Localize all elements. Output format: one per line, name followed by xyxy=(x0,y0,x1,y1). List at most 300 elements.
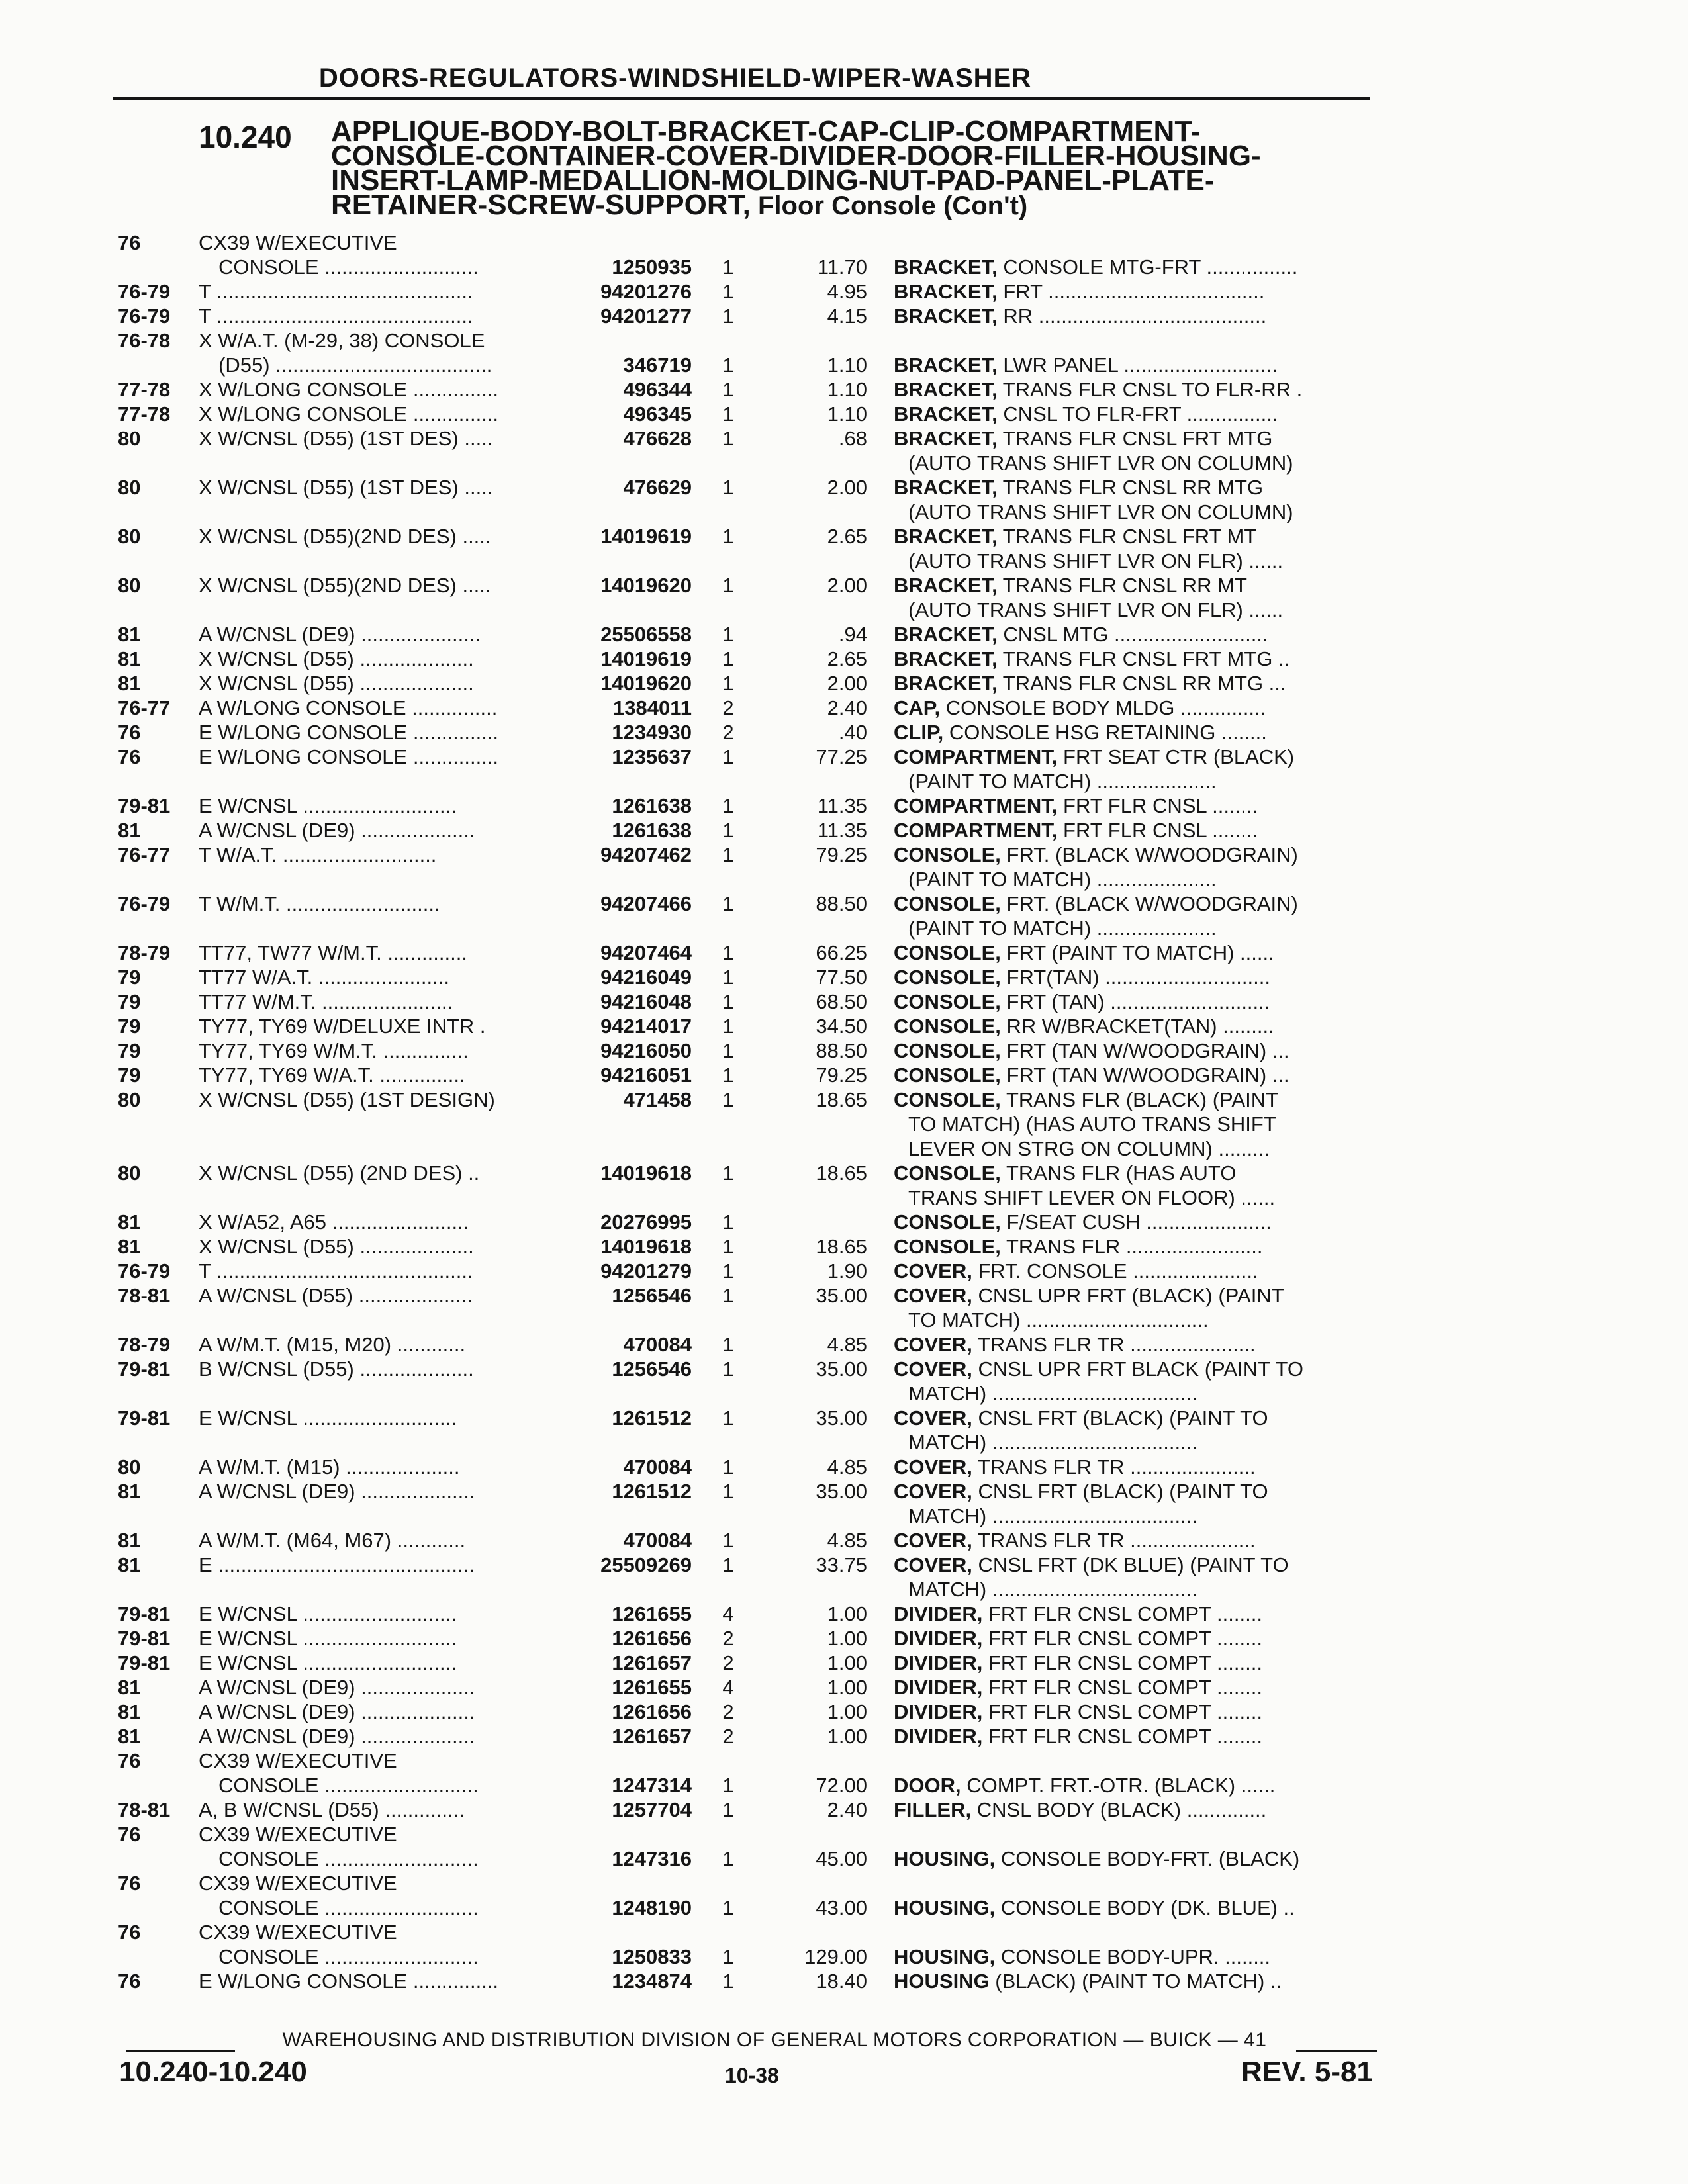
part-name-detail: CNSL FRT (DK BLUE) (PAINT TO xyxy=(972,1553,1289,1576)
part-name xyxy=(894,1014,1377,1038)
price: 79.25 xyxy=(816,843,867,866)
parts-row xyxy=(0,1087,1688,1161)
part-name xyxy=(894,1675,1377,1700)
quantity: 1 xyxy=(722,574,734,597)
model-description: X W/CNSL (D55) (1ST DES) ..... xyxy=(199,427,493,450)
parts-row-line xyxy=(0,1210,1688,1234)
part-name xyxy=(894,1332,1377,1357)
part-name xyxy=(894,842,1377,867)
model-year: 80 xyxy=(118,1088,141,1111)
footer-page-number: 10-38 xyxy=(725,2064,779,2087)
quantity: 2 xyxy=(722,1651,734,1674)
parts-row-line xyxy=(0,1504,1688,1528)
part-name xyxy=(894,1944,1377,1969)
part-number: 1261638 xyxy=(612,794,692,817)
quantity: 1 xyxy=(722,966,734,989)
parts-row-line xyxy=(0,1087,1688,1112)
model-year: 79-81 xyxy=(118,1602,171,1625)
parts-row xyxy=(0,279,1688,304)
quantity: 1 xyxy=(722,794,734,817)
part-name-detail: (BLACK) (PAINT TO MATCH) .. xyxy=(989,1970,1282,1993)
part-number: 1261656 xyxy=(612,1700,692,1723)
model-year: 76-78 xyxy=(118,329,171,352)
part-name-detail: FRT FLR CNSL COMPT ........ xyxy=(982,1700,1262,1723)
part-name-detail: MATCH) .................................... xyxy=(908,1382,1197,1405)
parts-row xyxy=(0,402,1688,426)
model-description: E ............................................. xyxy=(199,1553,475,1576)
model-year: 78-79 xyxy=(118,941,171,964)
part-name-detail: TRANS FLR CNSL FRT MTG xyxy=(997,427,1273,450)
parts-row xyxy=(0,989,1688,1014)
price: 4.15 xyxy=(827,304,867,328)
part-name xyxy=(894,1161,1377,1185)
model-description: A W/M.T. (M15) .................... xyxy=(199,1455,460,1479)
price: 1.10 xyxy=(827,378,867,401)
quantity: 1 xyxy=(722,819,734,842)
page-title: DOORS-REGULATORS-WINDSHIELD-WIPER-WASHER xyxy=(318,64,1032,93)
model-description: X W/A52, A65 ........................ xyxy=(199,1210,469,1234)
part-name-bold: BRACKET, xyxy=(894,255,998,279)
parts-row xyxy=(0,794,1688,818)
parts-row-line xyxy=(0,1455,1688,1479)
parts-row-line xyxy=(0,1161,1688,1185)
part-name-bold: BRACKET, xyxy=(894,647,998,670)
model-year: 81 xyxy=(118,623,141,646)
parts-row-line xyxy=(0,255,1688,279)
quantity: 1 xyxy=(722,1259,734,1283)
price: 1.00 xyxy=(827,1676,867,1699)
parts-row-line xyxy=(0,549,1688,573)
model-year: 78-81 xyxy=(118,1284,171,1307)
part-name-bold: DIVIDER, xyxy=(894,1700,983,1723)
part-name xyxy=(894,1087,1377,1112)
part-name xyxy=(894,1773,1377,1797)
price: .40 xyxy=(838,721,867,744)
footer-section: 10.240-10.240 xyxy=(119,2056,307,2088)
price: 1.10 xyxy=(827,402,867,426)
parts-row-line xyxy=(0,1602,1688,1626)
parts-row xyxy=(0,1259,1688,1283)
part-name-bold: BRACKET, xyxy=(894,672,998,695)
part-name xyxy=(894,671,1377,696)
price: 4.85 xyxy=(827,1529,867,1552)
part-name-detail: MATCH) .................................... xyxy=(908,1504,1197,1527)
model-year: 81 xyxy=(118,1553,141,1576)
part-name-detail: CONSOLE BODY-UPR. ........ xyxy=(995,1945,1271,1968)
model-year: 76-79 xyxy=(118,280,171,303)
parts-row-line xyxy=(0,818,1688,842)
parts-row xyxy=(0,1700,1688,1724)
quantity: 1 xyxy=(722,1847,734,1870)
quantity: 1 xyxy=(722,672,734,695)
parts-row-line xyxy=(0,1283,1688,1308)
part-name xyxy=(894,1969,1377,1993)
part-name-detail: TO MATCH) (HAS AUTO TRANS SHIFT xyxy=(908,1113,1276,1136)
model-year: 80 xyxy=(118,427,141,450)
quantity: 1 xyxy=(722,476,734,499)
part-number: 94216048 xyxy=(600,990,692,1013)
parts-row-line xyxy=(0,745,1688,769)
model-description: A W/CNSL (D55) .................... xyxy=(199,1284,473,1307)
model-year: 76 xyxy=(118,231,141,254)
model-description: TT77 W/A.T. ....................... xyxy=(199,966,449,989)
quantity: 1 xyxy=(722,353,734,377)
model-year: 80 xyxy=(118,1455,141,1479)
parts-row-line xyxy=(0,647,1688,671)
parts-row-line xyxy=(0,1063,1688,1087)
parts-row-line xyxy=(0,524,1688,549)
part-number: 14019619 xyxy=(600,647,692,670)
parts-row xyxy=(0,377,1688,402)
part-name-bold: CONSOLE, xyxy=(894,1210,1001,1234)
model-description: TT77 W/M.T. ....................... xyxy=(199,990,453,1013)
parts-row xyxy=(0,1063,1688,1087)
price: 45.00 xyxy=(816,1847,867,1870)
part-number: 1235637 xyxy=(612,745,692,768)
part-number: 94207462 xyxy=(600,843,692,866)
parts-row xyxy=(0,230,1688,279)
parts-row xyxy=(0,1234,1688,1259)
model-description: X W/CNSL (D55)(2ND DES) ..... xyxy=(199,574,491,597)
parts-row-line xyxy=(0,891,1688,916)
parts-row-line xyxy=(0,940,1688,965)
part-name-bold: COVER, xyxy=(894,1480,972,1503)
price: 77.50 xyxy=(816,966,867,989)
parts-row xyxy=(0,1553,1688,1602)
model-description: CX39 W/EXECUTIVE xyxy=(199,1872,397,1895)
part-name-detail: CONSOLE BODY-FRT. (BLACK) xyxy=(995,1847,1300,1870)
part-name xyxy=(894,377,1377,402)
parts-row-line xyxy=(0,451,1688,475)
part-name-detail: TO MATCH) ................................ xyxy=(908,1308,1209,1332)
part-name-bold: COMPARTMENT, xyxy=(894,745,1058,768)
part-number: 1250833 xyxy=(612,1945,692,1968)
part-number: 470084 xyxy=(623,1529,692,1552)
model-year: 79 xyxy=(118,1064,141,1087)
model-description: E W/LONG CONSOLE ............... xyxy=(199,745,499,768)
part-name-detail: FRT(TAN) ............................. xyxy=(1000,966,1270,989)
part-name xyxy=(894,1259,1377,1283)
parts-row xyxy=(0,1920,1688,1969)
part-name xyxy=(908,598,1377,622)
model-description: CONSOLE ........................... xyxy=(218,1774,479,1797)
part-number: 14019620 xyxy=(600,574,692,597)
price: 4.85 xyxy=(827,1455,867,1479)
model-year: 76-77 xyxy=(118,696,171,719)
parts-row xyxy=(0,1724,1688,1749)
part-name-bold: BRACKET, xyxy=(894,280,998,303)
part-name-bold: HOUSING xyxy=(894,1970,990,1993)
parts-row xyxy=(0,1749,1688,1797)
part-name xyxy=(908,1504,1377,1528)
parts-row xyxy=(0,1479,1688,1528)
part-name xyxy=(894,989,1377,1014)
part-number: 346719 xyxy=(623,353,692,377)
part-name-detail: CNSL TO FLR-FRT ................ xyxy=(997,402,1278,426)
model-description: A W/CNSL (DE9) ..................... xyxy=(199,623,481,646)
part-name-detail: LWR PANEL ........................... xyxy=(997,353,1278,377)
parts-row-line xyxy=(0,230,1688,255)
price: 35.00 xyxy=(816,1284,867,1307)
part-number: 94216049 xyxy=(600,966,692,989)
part-name-detail: LEVER ON STRG ON COLUMN) ......... xyxy=(908,1137,1270,1160)
quantity: 1 xyxy=(722,427,734,450)
model-year: 80 xyxy=(118,476,141,499)
quantity: 1 xyxy=(722,1480,734,1503)
part-number: 1247316 xyxy=(612,1847,692,1870)
part-number: 1256546 xyxy=(612,1284,692,1307)
part-number: 20276995 xyxy=(600,1210,692,1234)
quantity: 1 xyxy=(722,1553,734,1576)
parts-row xyxy=(0,1161,1688,1210)
section-number: 10.240 xyxy=(199,120,292,154)
quantity: 1 xyxy=(722,623,734,646)
parts-row-line xyxy=(0,1038,1688,1063)
part-name xyxy=(894,1700,1377,1724)
model-year: 76 xyxy=(118,1872,141,1895)
part-name xyxy=(908,549,1377,573)
parts-row-line xyxy=(0,1871,1688,1895)
part-name-detail: CONSOLE MTG-FRT ................ xyxy=(997,255,1298,279)
part-number: 14019619 xyxy=(600,525,692,548)
part-name xyxy=(894,940,1377,965)
model-description: CONSOLE ........................... xyxy=(218,255,479,279)
quantity: 1 xyxy=(722,525,734,548)
part-name xyxy=(894,1234,1377,1259)
part-number: 94207466 xyxy=(600,892,692,915)
part-name xyxy=(894,647,1377,671)
part-name xyxy=(894,1038,1377,1063)
quantity: 1 xyxy=(722,892,734,915)
part-number: 470084 xyxy=(623,1333,692,1356)
part-name-detail: FRT (TAN W/WOODGRAIN) ... xyxy=(1000,1064,1289,1087)
part-name-detail: TRANS FLR CNSL RR MT xyxy=(997,574,1247,597)
part-name xyxy=(894,353,1377,377)
part-name-bold: COVER, xyxy=(894,1259,972,1283)
part-name xyxy=(894,696,1377,720)
part-number: 1247314 xyxy=(612,1774,692,1797)
parts-row-line xyxy=(0,1846,1688,1871)
part-number: 476628 xyxy=(623,427,692,450)
model-year: 79-81 xyxy=(118,794,171,817)
part-name-bold: DIVIDER, xyxy=(894,1651,983,1674)
parts-row xyxy=(0,891,1688,940)
price: 66.25 xyxy=(816,941,867,964)
parts-row-line xyxy=(0,622,1688,647)
model-year: 81 xyxy=(118,647,141,670)
model-description: X W/CNSL (D55) .................... xyxy=(199,647,474,670)
parts-row-line xyxy=(0,402,1688,426)
model-description: A W/CNSL (DE9) .................... xyxy=(199,819,475,842)
part-name-bold: HOUSING, xyxy=(894,1847,996,1870)
part-name xyxy=(894,279,1377,304)
model-description: CX39 W/EXECUTIVE xyxy=(199,1749,397,1772)
model-description: T W/A.T. ........................... xyxy=(199,843,437,866)
parts-row xyxy=(0,965,1688,989)
part-name xyxy=(894,965,1377,989)
part-name xyxy=(894,818,1377,842)
section-title-line xyxy=(331,189,1390,221)
parts-row-line xyxy=(0,989,1688,1014)
parts-row xyxy=(0,1626,1688,1651)
parts-row-line xyxy=(0,842,1688,867)
model-description: E W/CNSL ........................... xyxy=(199,1406,457,1430)
part-name xyxy=(894,1479,1377,1504)
parts-row-line xyxy=(0,671,1688,696)
parts-row-line xyxy=(0,1112,1688,1136)
quantity: 1 xyxy=(722,1039,734,1062)
price: 2.00 xyxy=(827,672,867,695)
part-name xyxy=(894,573,1377,598)
part-name-bold: COVER, xyxy=(894,1529,972,1552)
section-title xyxy=(331,115,1390,221)
part-number: 1256546 xyxy=(612,1357,692,1381)
parts-row-line xyxy=(0,1626,1688,1651)
parts-row xyxy=(0,1332,1688,1357)
quantity: 1 xyxy=(722,378,734,401)
price: 1.00 xyxy=(827,1725,867,1748)
part-name-detail: FRT (TAN W/WOODGRAIN) ... xyxy=(1000,1039,1289,1062)
price: 4.85 xyxy=(827,1333,867,1356)
parts-row-line xyxy=(0,279,1688,304)
model-year: 81 xyxy=(118,672,141,695)
quantity: 4 xyxy=(722,1602,734,1625)
parts-row-line xyxy=(0,794,1688,818)
price: 1.10 xyxy=(827,353,867,377)
model-description: A W/CNSL (DE9) .................... xyxy=(199,1725,475,1748)
model-description: A W/CNSL (DE9) .................... xyxy=(199,1700,475,1723)
parts-row-line xyxy=(0,1259,1688,1283)
model-description: CX39 W/EXECUTIVE xyxy=(199,231,397,254)
part-name-bold: CONSOLE, xyxy=(894,1235,1001,1258)
part-number: 94201279 xyxy=(600,1259,692,1283)
price: 11.35 xyxy=(817,819,867,842)
parts-row-line xyxy=(0,1553,1688,1577)
model-description: TY77, TY69 W/DELUXE INTR . xyxy=(199,1015,486,1038)
parts-row-line xyxy=(0,598,1688,622)
quantity: 1 xyxy=(722,1064,734,1087)
parts-row-line xyxy=(0,1944,1688,1969)
part-name-bold: CONSOLE, xyxy=(894,990,1001,1013)
model-year: 79-81 xyxy=(118,1651,171,1674)
part-name-detail: (PAINT TO MATCH) ..................... xyxy=(908,868,1217,891)
model-year: 79-81 xyxy=(118,1627,171,1650)
parts-row-line xyxy=(0,1969,1688,1993)
part-name-detail: MATCH) .................................... xyxy=(908,1431,1197,1454)
part-name-detail: (AUTO TRANS SHIFT LVR ON FLR) ...... xyxy=(908,549,1284,572)
part-name xyxy=(894,1455,1377,1479)
model-year: 81 xyxy=(118,819,141,842)
part-name-detail: CNSL UPR FRT (BLACK) (PAINT xyxy=(972,1284,1284,1307)
part-name-bold: CLIP, xyxy=(894,721,944,744)
part-name-detail: CONSOLE BODY MLDG ............... xyxy=(940,696,1266,719)
part-name xyxy=(894,524,1377,549)
price: 18.40 xyxy=(816,1970,867,1993)
section-title-line: APPLIQUE-BODY-BOLT-BRACKET-CAP-CLIP-COMPARTMENT- xyxy=(331,115,1201,148)
part-name-detail: FRT FLR CNSL ........ xyxy=(1057,794,1258,817)
quantity: 2 xyxy=(722,1700,734,1723)
part-name-detail: RR ........................................ xyxy=(997,304,1267,328)
quantity: 4 xyxy=(722,1676,734,1699)
part-number: 1261655 xyxy=(612,1676,692,1699)
part-name-bold: BRACKET, xyxy=(894,525,998,548)
quantity: 1 xyxy=(722,843,734,866)
parts-row-line xyxy=(0,1430,1688,1455)
parts-row xyxy=(0,1675,1688,1700)
part-number: 14019618 xyxy=(600,1161,692,1185)
part-name xyxy=(894,1846,1377,1871)
part-name-bold: DOOR, xyxy=(894,1774,961,1797)
price: 35.00 xyxy=(816,1406,867,1430)
model-description: X W/CNSL (D55) (2ND DES) .. xyxy=(199,1161,480,1185)
part-number: 94216051 xyxy=(600,1064,692,1087)
part-name xyxy=(894,1602,1377,1626)
part-name-bold: BRACKET, xyxy=(894,476,998,499)
price: 18.65 xyxy=(816,1235,867,1258)
part-name-detail: COMPT. FRT.-OTR. (BLACK) ...... xyxy=(961,1774,1276,1797)
part-name-detail: FRT ...................................... xyxy=(997,280,1265,303)
model-year: 76-79 xyxy=(118,892,171,915)
parts-row-line xyxy=(0,965,1688,989)
model-description: A W/M.T. (M64, M67) ............ xyxy=(199,1529,466,1552)
part-name-detail: FRT FLR CNSL COMPT ........ xyxy=(982,1725,1262,1748)
parts-row-line xyxy=(0,769,1688,794)
part-name-detail: FRT. (BLACK W/WOODGRAIN) xyxy=(1000,843,1298,866)
part-name-bold: DIVIDER, xyxy=(894,1627,983,1650)
quantity: 1 xyxy=(722,1284,734,1307)
parts-list xyxy=(0,230,1688,1993)
model-description: E W/CNSL ........................... xyxy=(199,1602,457,1625)
parts-row-line xyxy=(0,1749,1688,1773)
parts-row-line xyxy=(0,328,1688,353)
price: 1.00 xyxy=(827,1627,867,1650)
model-year: 81 xyxy=(118,1700,141,1723)
part-name-bold: DIVIDER, xyxy=(894,1602,983,1625)
part-name xyxy=(894,426,1377,451)
part-number: 1250935 xyxy=(612,255,692,279)
part-name-detail: TRANS FLR TR ...................... xyxy=(972,1455,1256,1479)
part-name xyxy=(894,1626,1377,1651)
model-description: E W/LONG CONSOLE ............... xyxy=(199,721,499,744)
quantity: 2 xyxy=(722,1725,734,1748)
parts-row-line xyxy=(0,500,1688,524)
model-year: 79 xyxy=(118,966,141,989)
model-description: X W/CNSL (D55) (1ST DESIGN) xyxy=(199,1088,495,1111)
part-name-bold: CONSOLE, xyxy=(894,1161,1001,1185)
part-name xyxy=(894,622,1377,647)
part-name xyxy=(894,304,1377,328)
quantity: 2 xyxy=(722,1627,734,1650)
section-title-line: INSERT-LAMP-MEDALLION-MOLDING-NUT-PAD-PANEL-PLATE- xyxy=(331,164,1215,197)
quantity: 1 xyxy=(722,1945,734,1968)
parts-row-line xyxy=(0,1308,1688,1332)
part-name-detail: FRT FLR CNSL COMPT ........ xyxy=(982,1627,1262,1650)
price: 1.00 xyxy=(827,1602,867,1625)
parts-row-line xyxy=(0,304,1688,328)
part-number: 25506558 xyxy=(600,623,692,646)
part-name-bold: BRACKET, xyxy=(894,427,998,450)
part-name xyxy=(894,1797,1377,1822)
quantity: 1 xyxy=(722,1333,734,1356)
part-number: 1261655 xyxy=(612,1602,692,1625)
parts-row xyxy=(0,426,1688,475)
part-name-detail: TRANS FLR (HAS AUTO xyxy=(1000,1161,1237,1185)
model-description: (D55) ...................................... xyxy=(218,353,492,377)
part-number: 94201276 xyxy=(600,280,692,303)
part-number: 94207464 xyxy=(600,941,692,964)
part-name xyxy=(894,1651,1377,1675)
model-description: A W/M.T. (M15, M20) ............ xyxy=(199,1333,466,1356)
